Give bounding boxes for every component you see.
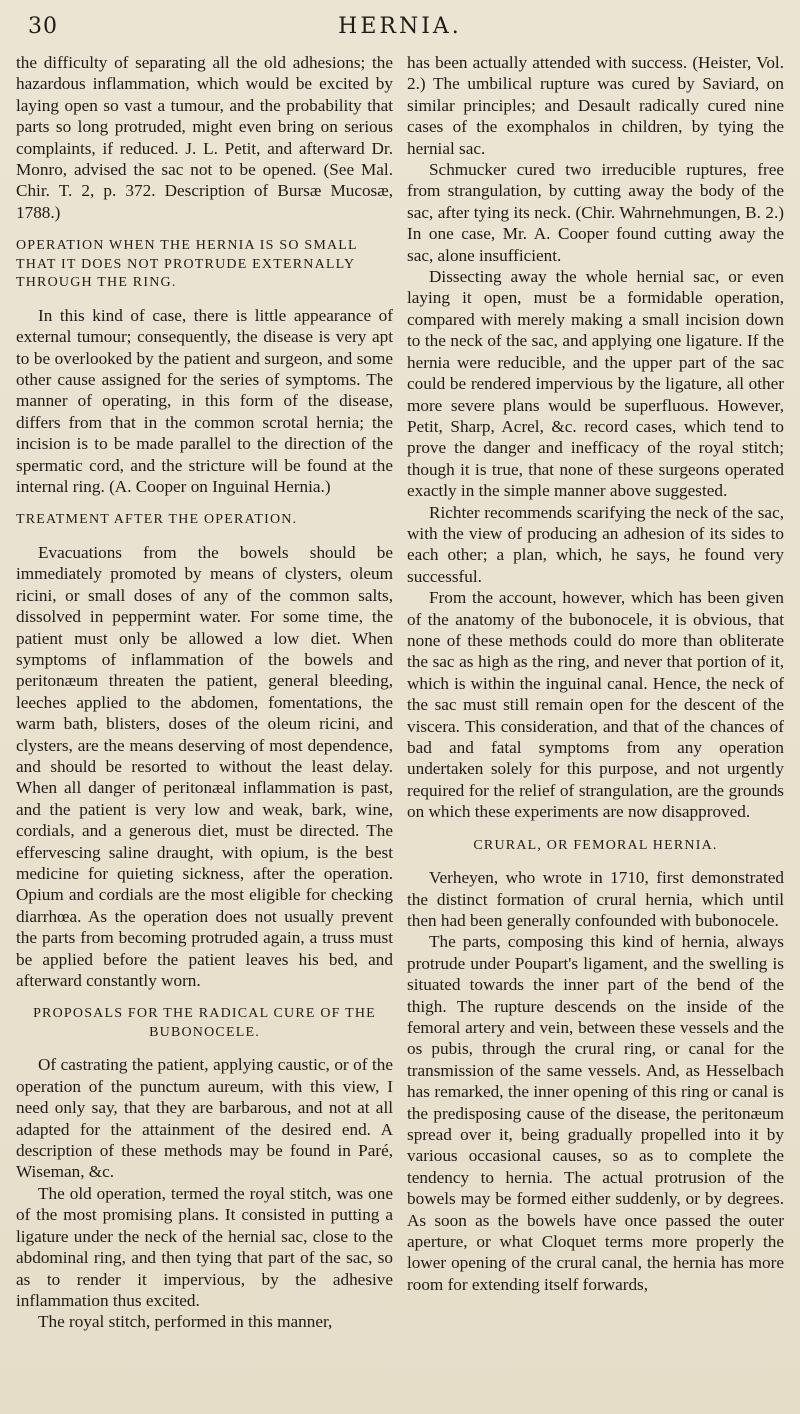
text-columns: [16, 52, 784, 1333]
section-heading: TREATMENT AFTER THE OPERATION.: [16, 512, 298, 528]
paragraph: Schmucker cured two irreducible ruptures, free from strangulation, by cutting away the body of the sac, after tying its neck. (Chir. Wahrnehmungen, B. 2.) In one case, Mr. A. Cooper found cutting away the sac, alone insufficient.: [407, 160, 784, 265]
running-title: HERNIA.: [338, 14, 462, 39]
paragraph: Dissecting away the whole hernial sac, or even laying it open, must be a formidable operation, compared with merely making a small incision down to the neck of the sac, and applying one ligature. If the hernia were reducible, and the upper part of the sac could be rendered impervious by the ligature, all other more severe plans would be superfluous. However, Petit, Sharp, Acrel, &c. record cases, which tend to prove the danger and inefficacy of the royal stitch; though it is true, that none of these surgeons operated exactly in the simple manner above suggested.: [407, 267, 784, 501]
paragraph: has been actually attended with success. (Heister, Vol. 2.) The umbilical rupture was cured by Saviard, on similar principles; and Desault radically cured nine cases of the exomphalos in children, by tying the hernial sac.: [407, 53, 784, 158]
paragraph: Verheyen, who wrote in 1710, first demonstrated the distinct formation of crural hernia, which until then had been generally confounded with bubonocele.: [407, 868, 784, 930]
paragraph: Richter recommends scarifying the neck of the sac, with the view of producing an adhesion of its sides to each other; a plan, which, he says, he found very successful.: [407, 502, 784, 586]
paragraph: the difficulty of separating all the old adhesions; the hazardous inflammation, which would be excited by laying open so vast a tumour, and the probability that parts so long protruded, might even bring on serious complaints, if reduced. J. L. Petit, and afterward Dr. Monro, advised the sac not to be opened. (See Mal. Chir. T. 2, p. 372. Description of Bursæ Mucosæ, 1788.): [16, 53, 393, 222]
page-number: 30: [28, 14, 58, 39]
section-heading: OPERATION WHEN THE HERNIA IS SO SMALL THAT IT DOES NOT PROTRUDE EXTERNALLY THROUGH THE RING.: [16, 238, 358, 291]
paragraph: The royal stitch, performed in this manner,: [38, 1312, 333, 1332]
paragraph: Evacuations from the bowels should be immediately promoted by means of clysters, oleum ricini, or small doses of any of the common salts, dissolved in peppermint water. For some time, the patient must only be allowed a low diet. When symptoms of inflammation of the bowels and peritonæum threaten the patient, general bleeding, leeches applied to the abdomen, fomentations, the warm bath, blisters, doses of the oleum ricini, and clysters, are the means deserving of most dependence, and should be resorted to without the least delay. When all danger of peritonæal inflammation is past, and the patient is very low and weak, bark, wine, cordials, and a generous diet, must be directed. The effervescing saline draught, with opium, is the best medicine for quieting sickness, after the operation. Opium and cordials are the most eligible for checking diarrhœa. As the operation does not usually prevent the parts from becoming protruded again, a truss must be applied before the patient leaves his bed, and afterward constantly worn.: [16, 542, 393, 991]
paragraph: The parts, composing this kind of hernia, always protrude under Poupart's ligament, and the swelling is situated towards the inner part of the bend of the thigh. The rupture descends on the inside of the femoral artery and vein, between these vessels and the os pubis, through the crural ring, or canal for the transmission of the same vessels. And, as Hesselbach has remarked, the inner opening of this ring or canal is the predisposing cause of the disease, the peritonæum spread over it, being gradually propelled into it by various occasional causes, so as to complete the tendency to hernia. The actual protrusion of the bowels may be formed either suddenly, or by degrees. As soon as the bowels have once passed the outer aperture, or what Cloquet terms more properly the lower opening of the crural canal, the hernia has more room for extending itself forwards,: [407, 932, 784, 1294]
section-heading: PROPOSALS FOR THE RADICAL CURE OF THE BUBONOCELE.: [33, 1006, 376, 1040]
section-heading: CRURAL, OR FEMORAL HERNIA.: [473, 837, 718, 853]
right-column: [407, 52, 784, 1295]
left-column: [16, 52, 393, 1333]
paragraph: The old operation, termed the royal stitch, was one of the most promising plans. It consisted in putting a ligature under the neck of the hernial sac, close to the abdominal ring, and then tying that part of the sac, so as to render it impervious, by the adhesive inflammation thus excited.: [16, 1183, 393, 1310]
paragraph: Of castrating the patient, applying caustic, or of the operation of the punctum aureum, with this view, I need only say, that they are barbarous, and not at all adapted for the attainment of the desired end. A description of these methods may be found in Paré, Wiseman, &c.: [16, 1055, 393, 1182]
running-head: [16, 8, 784, 52]
paragraph: From the account, however, which has been given of the anatomy of the bubonocele, it is obvious, that none of these methods could do more than obliterate the sac as high as the ring, and never that portion of it, which is within the inguinal canal. Hence, the neck of the sac must still remain open for the descent of the viscera. This consideration, and that of the chances of bad and fatal symptoms from any operation undertaken solely for this purpose, and not urgently required for the relief of strangulation, are the grounds on which these experiments are now disapproved.: [407, 588, 784, 822]
paragraph: In this kind of case, there is little appearance of external tumour; consequently, the disease is very apt to be overlooked by the patient and surgeon, and some other cause assigned for the series of symptoms. The manner of operating, in this form of the disease, differs from that in the common scrotal hernia; the incision is to be made parallel to the direction of the spermatic cord, and the stricture will be found at the internal ring. (A. Cooper on Inguinal Hernia.): [16, 305, 393, 496]
